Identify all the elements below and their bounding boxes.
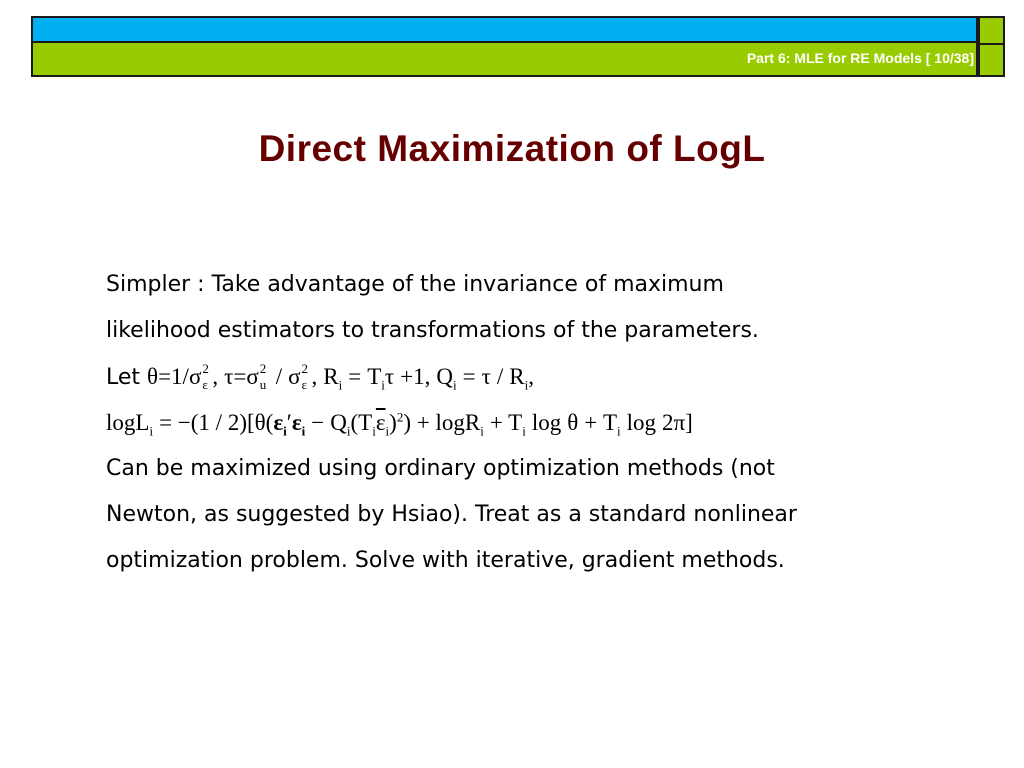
sub-i: i	[480, 423, 484, 439]
sup-two: 2	[396, 409, 404, 425]
theta-symbol: θ	[567, 410, 579, 435]
slash: /	[275, 364, 283, 389]
sigma-symbol: σ	[246, 364, 259, 389]
comma: ,	[212, 364, 219, 389]
theta-symbol: θ	[147, 364, 159, 389]
comma: ,	[311, 364, 318, 389]
minus-half: = −(1 / 2)[	[159, 410, 255, 435]
sigma-eps-scripts	[202, 360, 212, 394]
sub-i: i	[346, 423, 351, 439]
T-symbol: T	[367, 364, 382, 389]
sigma-eps-scripts	[301, 360, 312, 394]
epsilon-bold: ε	[273, 410, 284, 435]
loglik-formula	[106, 409, 693, 439]
epsilon-bar: $\overline{\varepsilon}$	[375, 410, 386, 435]
close-paren-plus: ) +	[403, 410, 436, 435]
tau-symbol: τ	[481, 364, 491, 389]
slide-title: Direct Maximization of LogL	[258, 128, 766, 169]
sub-i: i	[522, 423, 526, 439]
plus-T: + T	[489, 410, 523, 435]
R-symbol: R	[509, 364, 525, 389]
body-line-3: Can be maximized using ordinary optimization methods (not	[106, 456, 775, 481]
let-formula	[147, 360, 534, 393]
body-line-2: likelihood estimators to transformations of the parameters.	[106, 318, 759, 343]
eq-one-over: =1/	[158, 364, 189, 389]
two: 2	[662, 410, 674, 435]
R-symbol: R	[323, 364, 339, 389]
prime: ′	[286, 410, 292, 435]
sub-epsilon: ε	[301, 376, 307, 392]
sub-i: i	[149, 423, 154, 439]
slash: /	[496, 364, 504, 389]
equals: =	[233, 364, 247, 389]
header-top-bar	[31, 16, 978, 43]
sub-epsilon: ε	[202, 376, 208, 392]
plus-one: +1,	[400, 364, 431, 389]
sub-i: i	[453, 377, 457, 393]
close-bracket: ]	[685, 410, 693, 435]
equals: =	[462, 364, 476, 389]
equals: =	[348, 364, 362, 389]
minus: −	[311, 410, 325, 435]
let-label: Let	[106, 365, 141, 390]
epsilon-bold: ε	[291, 410, 302, 435]
open-paren: (	[265, 410, 274, 435]
logR-text: logR	[435, 410, 481, 435]
body-line-1: Simpler : Take advantage of the invariance of maximum	[106, 272, 724, 297]
sigma-symbol: σ	[288, 364, 301, 389]
body-line-4: Newton, as suggested by Hsiao). Treat as a standard nonlinear	[106, 502, 797, 527]
close-paren: )	[389, 410, 397, 435]
tau-symbol: τ	[384, 364, 395, 389]
sub-i: i	[381, 377, 385, 393]
sub-i: i	[385, 423, 390, 439]
Q-symbol: Q	[436, 364, 454, 389]
header-side-box	[978, 16, 1005, 77]
sub-i: i	[372, 423, 376, 439]
T-open: (T	[350, 410, 373, 435]
sup-two: 2	[202, 360, 209, 376]
sub-u: u	[259, 376, 267, 392]
Q-symbol: Q	[330, 410, 347, 435]
body-line-loglik	[106, 400, 996, 446]
pi-symbol: π	[673, 410, 686, 435]
logL-text: logL	[106, 410, 150, 435]
slide-number-label: Part 6: MLE for RE Models [ 10/38]	[746, 50, 974, 66]
comma: ,	[528, 364, 534, 389]
sub-i: i	[524, 377, 529, 393]
sup-two: 2	[301, 360, 309, 376]
sub-i: i	[301, 423, 306, 439]
sup-two: 2	[259, 360, 267, 376]
sub-i: i	[338, 377, 343, 393]
body-line-5: optimization problem. Solve with iterative, gradient methods.	[106, 548, 785, 573]
plus-T: + T	[584, 410, 618, 435]
log-text: log	[531, 410, 562, 435]
sigma-u-scripts	[259, 360, 270, 394]
sub-i: i	[617, 423, 621, 439]
header-side-divider	[980, 43, 1003, 45]
tau-symbol: τ	[224, 364, 234, 389]
sigma-symbol: σ	[188, 364, 202, 389]
slide-body	[106, 262, 996, 584]
sub-i: i	[283, 423, 287, 439]
theta-symbol: θ	[254, 410, 266, 435]
body-line-let	[106, 354, 996, 400]
log-text: log	[626, 410, 657, 435]
